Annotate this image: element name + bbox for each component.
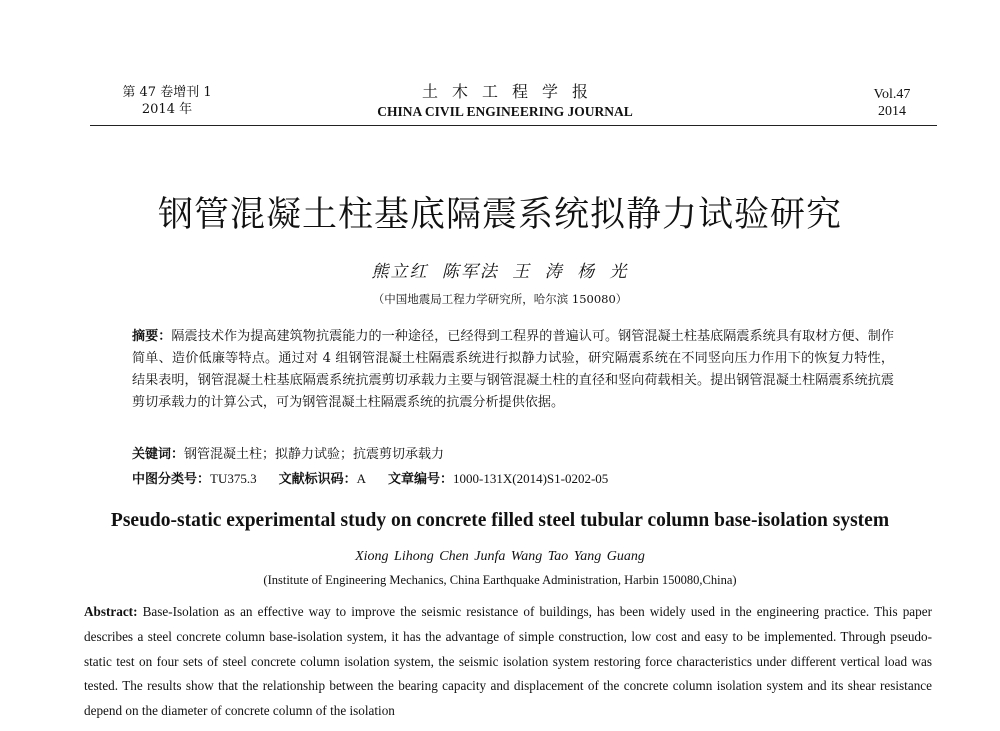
abstract-cn-label: 摘要： [132,329,172,344]
doc-code-value: A [356,471,367,486]
header-issue: 第 47 卷增刊 1 [122,85,212,100]
paper-title-cn: 钢管混凝土柱基底隔震系统拟静力试验研究 [157,195,842,235]
keywords-cn [132,445,894,465]
header-volume: Vol.47 [873,87,911,102]
header-journal [340,82,670,121]
article-number-value: 1000-131X(2014)S1-0202-05 [453,471,609,486]
abstract-en-label: Abstract: [84,604,138,619]
header-issue-info [112,84,222,118]
header-divider [90,125,937,126]
affiliation-en: (Institute of Engineering Mechanics, China Earthquake Administration, Harbin 150080,China) [263,573,737,587]
keywords-cn-text: 钢管混凝土柱；拟静力试验；抗震剪切承载力 [184,447,445,462]
abstract-en [84,600,932,724]
paper-title-en: Pseudo-static experimental study on concrete filled steel tubular column base-isolation system [110,510,890,531]
authors-cn: 熊立红 陈军法 王 涛 杨 光 [371,262,629,282]
clc-label: 中图分类号： [132,472,211,487]
abstract-en-text: Base-Isolation as an effective way to improve the seismic resistance of buildings, has been widely used in the engineering practice. This paper describes a steel concrete column base-isolation system, it has the advantage of simple construction, low cost and easy to be implemented. Through pseudo-static test on four sets of steel concrete column isolation system, the seismic isolation system restoring force characteristics under different vertical load was tested. The results show that the relationship between the bearing capacity and displacement of the concrete column isolation system and its shear resistance depend on the diameter of concrete column of the isolation [84,604,933,719]
article-number-label: 文章编号： [388,472,454,487]
keywords-cn-label: 关键词： [132,447,185,462]
authors-en: Xiong Lihong Chen Junfa Wang Tao Yang Guang [355,549,645,564]
journal-name-cn: 土木工程学报 [421,82,602,101]
affiliation-cn: （中国地震局工程力学研究所，哈尔滨 150080） [372,292,628,306]
header-year-cn: 2014 年 [141,102,193,117]
clc-value: TU375.3 [210,471,257,486]
header-volume-info [852,86,932,120]
classification-line [132,469,894,490]
abstract-cn [132,326,894,414]
doc-code-label: 文献标识码： [278,472,357,487]
journal-name-en: CHINA CIVIL ENGINEERING JOURNAL [377,104,633,119]
header-year: 2014 [878,104,906,119]
abstract-cn-text: 隔震技术作为提高建筑物抗震能力的一种途径，已经得到工程界的普遍认可。钢管混凝土柱基底隔震系统具有取材方便、制作简单、造价低廉等特点。通过对 4 组钢管混凝土柱隔震系统进行拟静力试验，研究隔震系统在不同竖向压力作用下的恢复力特性，结果表明，钢管混凝土柱基底隔震系统抗震剪切承载力主要与钢管混凝土柱的直径和竖向荷载相关。提出钢管混凝土柱隔震系统抗震剪切承载力的计算公式，可为钢管混凝土柱隔震系统的抗震分析提供依据。 [132,329,895,410]
